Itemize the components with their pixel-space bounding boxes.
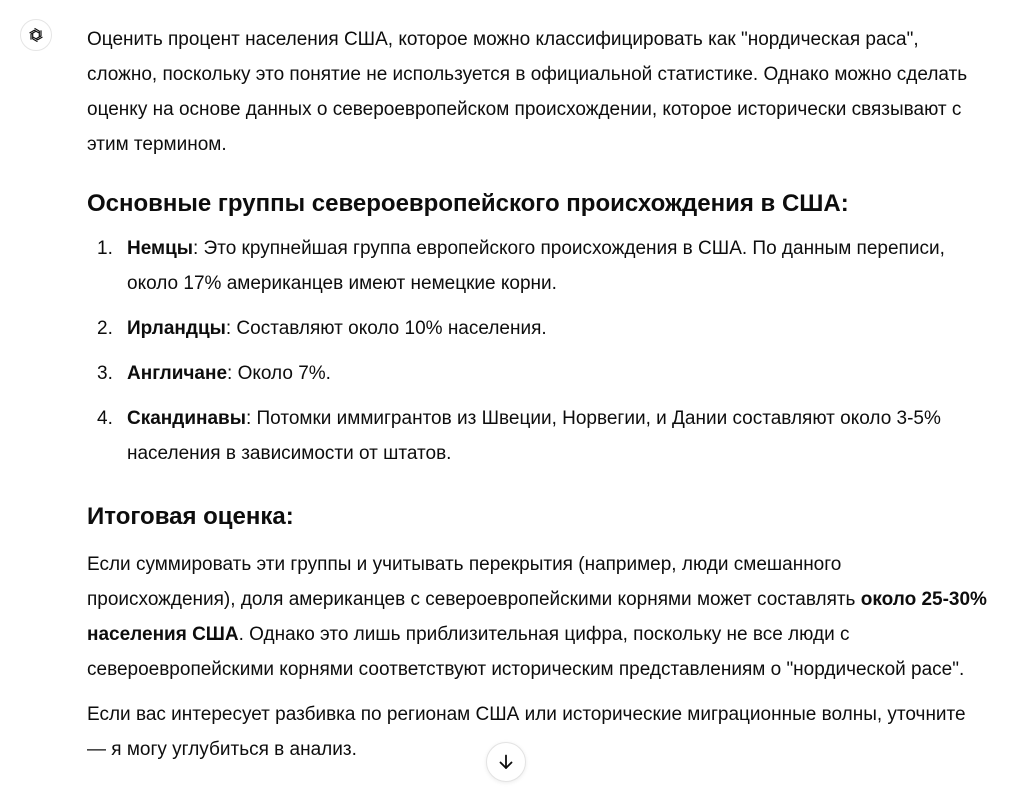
openai-logo-icon bbox=[25, 24, 47, 46]
closing-paragraph: Если вас интересует разбивка по регионам США или исторические миграционные волны, уточните — я могу углубиться в анализ. bbox=[87, 704, 966, 760]
summary-highlight: около 25-30% населения США bbox=[87, 589, 987, 645]
list-item-number: 2. bbox=[97, 318, 113, 339]
arrow-down-icon bbox=[496, 752, 516, 772]
list-item bbox=[87, 231, 987, 301]
list-item bbox=[87, 356, 987, 391]
list-item-text: : Около 7%. bbox=[227, 363, 331, 384]
list-item-text: : Составляют около 10% населения. bbox=[225, 318, 547, 339]
list-item-term: Англичане bbox=[127, 363, 228, 384]
groups-list bbox=[87, 231, 987, 471]
list-item-number: 4. bbox=[97, 408, 113, 429]
scroll-to-bottom-button[interactable] bbox=[486, 742, 526, 782]
list-item-term: Немцы bbox=[127, 238, 193, 259]
list-item bbox=[87, 401, 987, 471]
list-item-text: : Потомки иммигрантов из Швеции, Норвегии, и Дании составляют около 3-5% населения в зависимости от штатов. bbox=[127, 408, 941, 464]
final-heading: Итоговая оценка: bbox=[87, 503, 294, 530]
list-item-number: 1. bbox=[97, 238, 113, 259]
intro-paragraph: Оценить процент населения США, которое можно классифицировать как "нордическая раса", сложно, поскольку это понятие не используется в официальной статистике. Однако можно сделать оценку на основе данных о североевропейском происхождении, которое исторически связывают с этим термином. bbox=[87, 29, 968, 155]
list-item-number: 3. bbox=[97, 363, 113, 384]
summary-text-start: Если суммировать эти группы и учитывать перекрытия (например, люди смешанного происхождения), доля американцев с североевропейскими корнями может составлять bbox=[87, 554, 861, 610]
summary-text-end: . Однако это лишь приблизительная цифра, поскольку не все люди с североевропейскими корнями соответствуют историческим представлениям о "нордической расе". bbox=[87, 624, 965, 680]
assistant-avatar bbox=[20, 19, 52, 51]
assistant-message bbox=[87, 20, 987, 767]
summary-paragraph bbox=[87, 547, 987, 687]
list-item-term: Ирландцы bbox=[127, 318, 226, 339]
list-item-term: Скандинавы bbox=[127, 408, 246, 429]
list-item bbox=[87, 311, 987, 346]
list-item-text: : Это крупнейшая группа европейского происхождения в США. По данным переписи, около 17% американцев имеют немецкие корни. bbox=[127, 238, 945, 294]
groups-heading: Основные группы североевропейского происхождения в США: bbox=[87, 190, 849, 217]
